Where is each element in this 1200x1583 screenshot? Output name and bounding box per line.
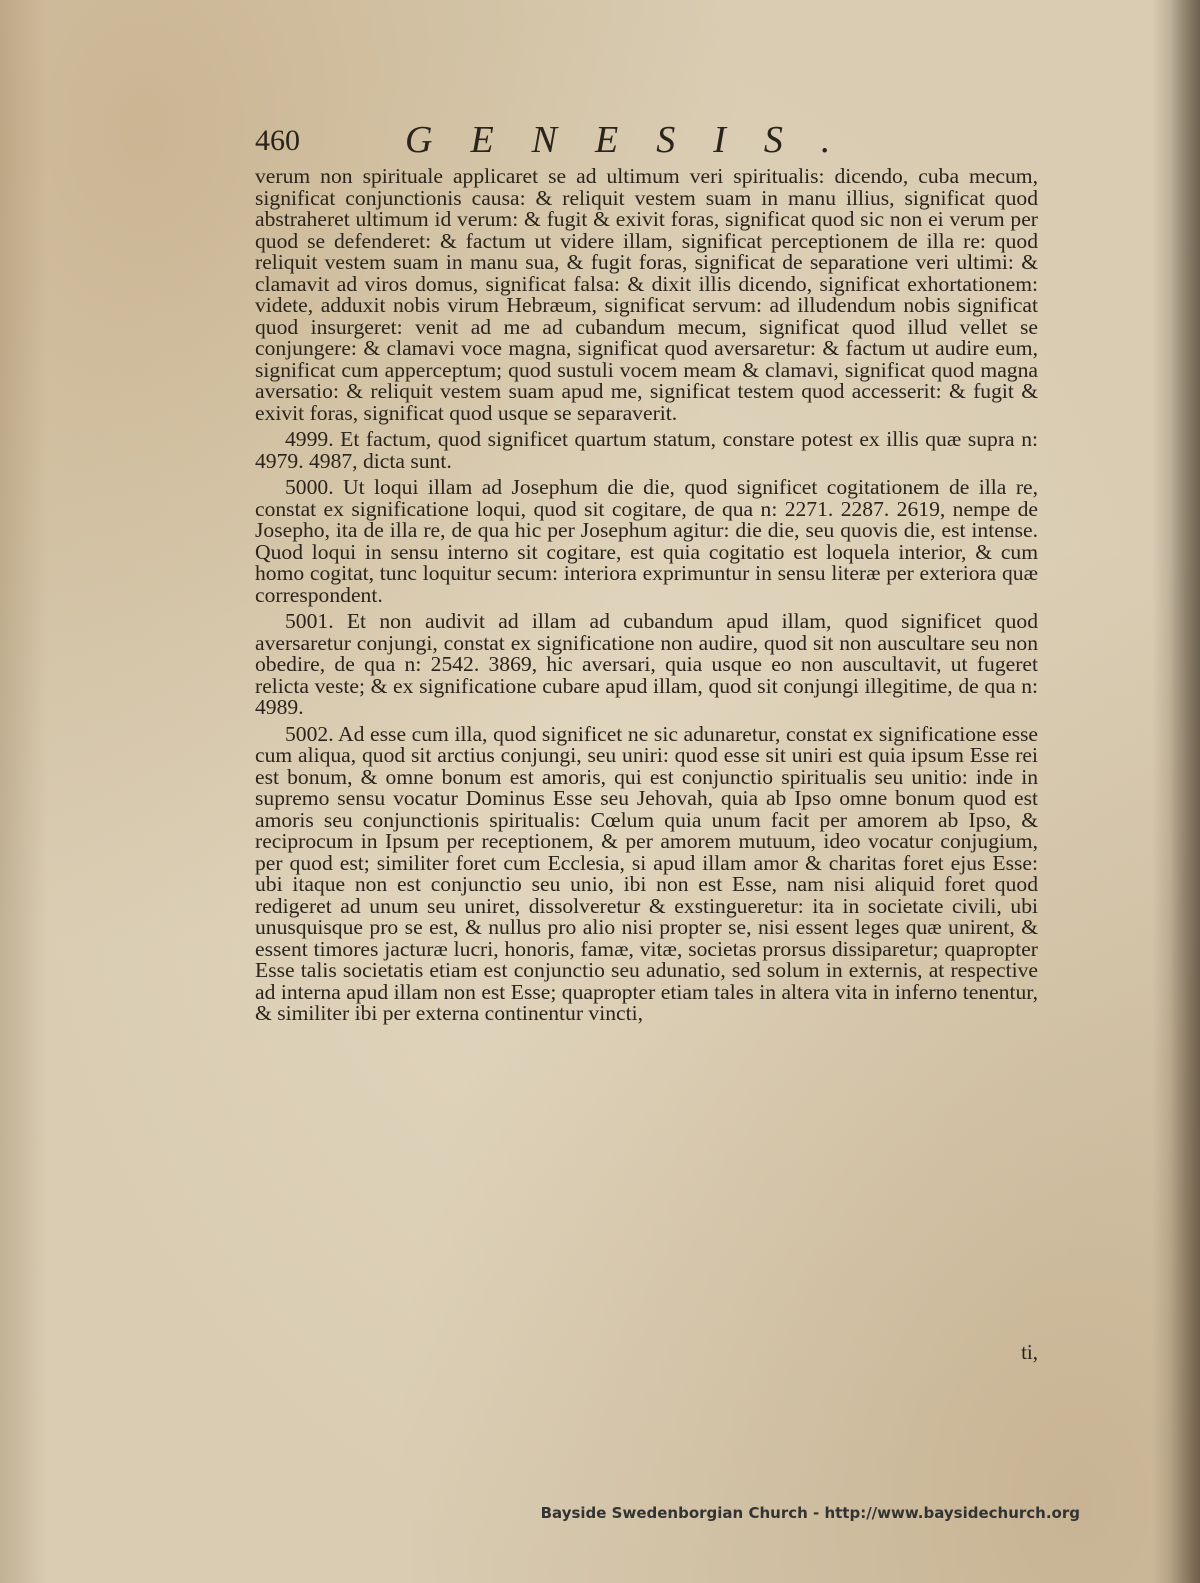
paragraph-5002: 5002. Ad esse cum illa, quod significet ne sic adunaretur, constat ex significatione esse cum aliqua, quod sit arctius conjungi, seu uniri: quod esse sit uniri est quia ipsum Esse rei est bonum, & omne bonum est amoris, qui est conjunctio spiritualis seu unitio: inde in supremo sensu vocatur Dominus Esse seu Jehovah, quia ab Ipso omne bonum quod est amoris seu conjunctionis spiritualis: Cœlum quia unum facit per amorem ab Ipso, & reciprocum in Ipsum per receptionem, & per amorem mutuum, ideo vocatur conjugium, per quod est; similiter foret cum Ecclesia, si apud illam amor & charitas foret ejus Esse: ubi itaque non est conjunctio seu unio, ibi non est Esse, nam nisi aliquid foret quod redigeret ad unum seu uniret, dissolveretur & exstingueretur: ita in societate civili, ubi unusquisque pro se est, & nullus pro alio nisi propter se, nisi essent leges quæ unirent, & essent timores jacturæ lucri, honoris, famæ, vitæ, societas prorsus dissiparetur; quapropter Esse talis societatis etiam est conjunctio seu adunatio, sed solum in externis, at respective ad interna apud illam non est Esse; quapropter etiam tales in altera vita in inferno tenentur, & similiter ibi per externa continentur vincti,	[255, 721, 1038, 1025]
page-number: 460	[255, 124, 300, 157]
page-header	[255, 118, 915, 168]
footer-credit: Bayside Swedenborgian Church - http://www.baysidechurch.org	[540, 1504, 1080, 1522]
paragraph-continuation: verum non spirituale applicaret se ad ultimum veri spiritualis: dicendo, cuba mecum, significat conjunctionis causa: & reliquit vestem suam in manu illius, significat quod abstraheret ultimum id verum: & fugit & exivit foras, significat quod sic non ei verum per quod se defenderet: & factum ut videre illam, significat perceptionem de illa re: quod reliquit vestem suam in manu sua, & fugit foras, significat de separatione veri ultimi: & clamavit ad viros domus, significat falsa: & dixit illis dicendo, significat exhortationem: videte, adduxit nobis virum Hebræum, significat servum: ad illudendum nobis significat quod insurgeret: venit ad me ad cubandum mecum, significat quod illud vellet se conjungere: & clamavi voce magna, significat quod aversaretur: & factum ut audire eum, significat cum apperceptum; quod sustuli vocem meam & clamavi, significat quod magna aversatio: & reliquit vestem suam apud me, significat testem quod accesserit: & fugit & exivit foras, significat quod usque se separaverit.	[255, 164, 1038, 425]
text-body	[255, 166, 1038, 1030]
running-title: GENESIS.	[405, 119, 869, 161]
paragraph-4999: 4999. Et factum, quod significet quartum statum, constare potest ex illis quæ supra n: 4979. 4987, dicta sunt.	[255, 427, 1038, 473]
page-edge-shadow	[1170, 0, 1200, 1583]
paragraph-5000: 5000. Ut loqui illam ad Josephum die die, quod significet cogitationem de illa re, constat ex significatione loqui, quod sit cogitare, de qua n: 2271. 2287. 2619, nempe de Josepho, ita de illa re, de qua hic per Josephum agitur: die die, seu quovis die, est intense. Quod loqui in sensu interno sit cogitare, est quia cogitatio est loquela interior, & cum homo cogitat, tunc loquitur secum: interiora exprimuntur in sensu literæ per exteriora quæ correspondent.	[255, 475, 1038, 607]
paragraph-5001: 5001. Et non audivit ad illam ad cubandum apud illam, quod significet quod aversaretur conjungi, constat ex significatione non audire, quod sit non auscultare seu non obedire, de qua n: 2542. 3869, hic aversari, quia usque eo non auscultavit, ut fugeret relicta veste; & ex significatione cubare apud illam, quod sit conjungi illegitime, de qua n: 4989.	[255, 609, 1038, 719]
catchword: ti,	[1021, 1340, 1038, 1364]
